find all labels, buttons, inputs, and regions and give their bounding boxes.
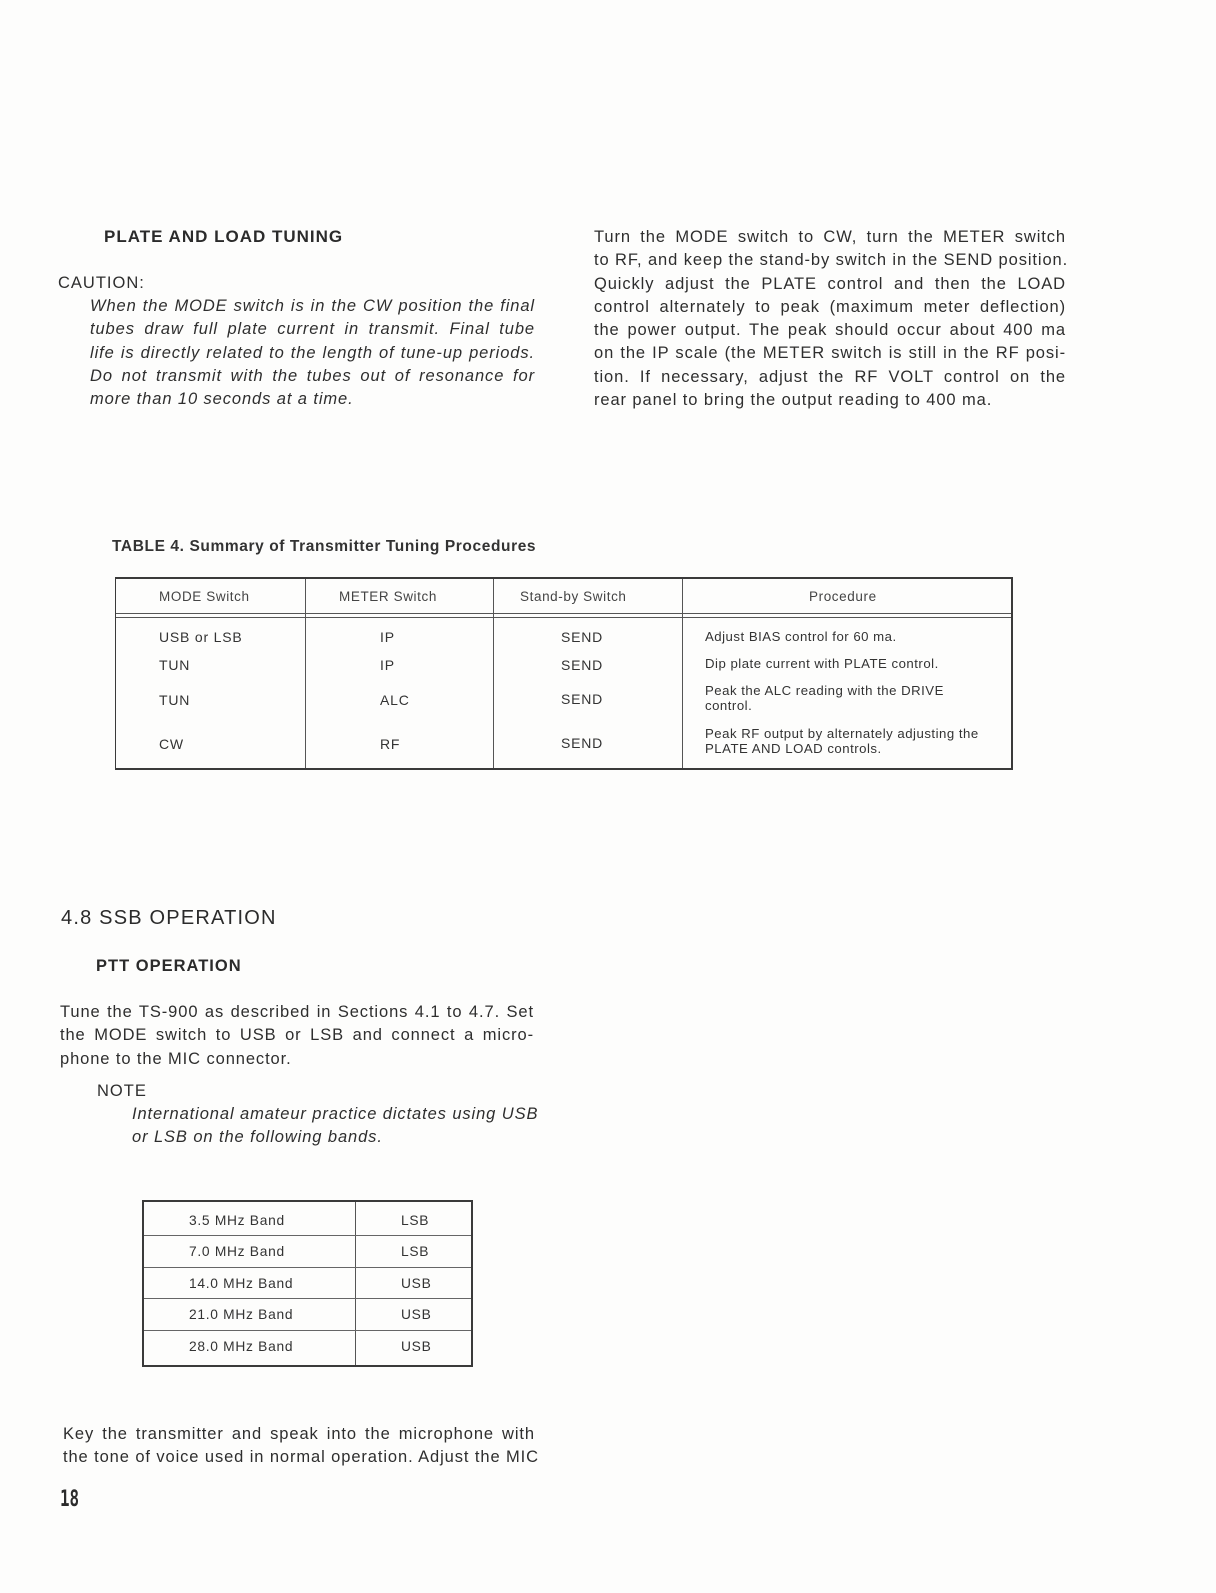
ssb-operation-heading: 4.8 SSB OPERATION <box>61 907 277 929</box>
row4-standby: SEND <box>561 735 604 751</box>
tuning-procedures-table <box>115 577 1013 770</box>
row-divider <box>144 1298 471 1299</box>
instruction-line: Turn the MODE switch to CW, turn the METER switch <box>594 228 1066 246</box>
closing-line: Key the transmitter and speak into the microphone with <box>63 1425 535 1443</box>
caution-line: tubes draw full plate current in transmit. Final tube <box>90 320 535 339</box>
caution-label: CAUTION: <box>58 274 145 292</box>
caution-line: life is directly related to the length of tune-up periods. <box>90 343 535 362</box>
row4-mode: CW <box>159 736 184 752</box>
row2-mode: TUN <box>159 657 191 673</box>
row3-mode: TUN <box>159 692 191 708</box>
plate-load-heading: PLATE AND LOAD TUNING <box>104 227 344 246</box>
table4-caption: TABLE 4. Summary of Transmitter Tuning Procedures <box>112 538 537 555</box>
header-divider <box>116 613 1011 614</box>
ptt-operation-heading: PTT OPERATION <box>96 957 242 975</box>
band-label: 7.0 MHz Band <box>189 1244 285 1259</box>
band-sideband-table <box>142 1200 473 1367</box>
row3-procedure: Peak the ALC reading with the DRIVE control. <box>705 683 944 713</box>
row2-standby: SEND <box>561 657 604 673</box>
page-number: 18 <box>60 1487 80 1512</box>
band-label: 3.5 MHz Band <box>189 1213 285 1228</box>
band-label: 14.0 MHz Band <box>189 1276 294 1291</box>
row1-procedure: Adjust BIAS control for 60 ma. <box>705 629 897 644</box>
sideband-value: USB <box>401 1339 432 1354</box>
row4-procedure: Peak RF output by alternately adjusting the PLATE AND LOAD controls. <box>705 726 979 756</box>
instruction-line: control alternately to peak (maximum meter deflection) <box>594 297 1066 316</box>
instruction-line: to RF, and keep the stand-by switch in the SEND position. <box>594 251 1069 270</box>
band-label: 28.0 MHz Band <box>189 1339 294 1354</box>
sideband-value: LSB <box>401 1244 430 1259</box>
row-divider <box>144 1235 471 1236</box>
intro-line: the MODE switch to USB or LSB and connect a micro- <box>60 1026 534 1045</box>
row4-meter: RF <box>380 736 401 752</box>
note-text <box>132 1103 539 1150</box>
column-divider <box>355 1202 356 1365</box>
row1-meter: IP <box>380 629 395 645</box>
row2-meter: IP <box>380 657 395 673</box>
note-line: International amateur practice dictates using USB <box>132 1105 539 1123</box>
column-divider <box>682 579 683 768</box>
sideband-value: USB <box>401 1276 432 1291</box>
instruction-line: on the IP scale (the METER switch is still in the RF posi- <box>594 344 1066 363</box>
ssb-intro <box>60 1001 534 1071</box>
closing-line: the tone of voice used in normal operation. Adjust the MIC <box>63 1448 539 1467</box>
caution-text <box>90 295 535 411</box>
plate-load-instructions <box>594 226 1069 412</box>
instruction-line: rear panel to bring the output reading to 400 ma. <box>594 391 993 410</box>
row3-meter: ALC <box>380 692 410 708</box>
note-label: NOTE <box>97 1082 147 1100</box>
row2-procedure: Dip plate current with PLATE control. <box>705 656 939 671</box>
instruction-line: the power output. The peak should occur about 400 ma <box>594 321 1066 340</box>
caution-line: Do not transmit with the tubes out of resonance for <box>90 366 535 385</box>
caution-line: When the MODE switch is in the CW position the final <box>90 297 535 315</box>
column-divider <box>493 579 494 768</box>
instruction-line: Quickly adjust the PLATE control and then the LOAD <box>594 274 1066 293</box>
header-mode-switch: MODE Switch <box>159 589 250 604</box>
row3-standby: SEND <box>561 691 604 707</box>
caution-line: more than 10 seconds at a time. <box>90 390 354 409</box>
ssb-closing <box>63 1423 539 1470</box>
header-divider <box>116 617 1011 618</box>
sideband-value: LSB <box>401 1213 430 1228</box>
row1-standby: SEND <box>561 629 604 645</box>
row-divider <box>144 1267 471 1268</box>
intro-line: Tune the TS-900 as described in Sections 4.1 to 4.7. Set <box>60 1003 534 1021</box>
band-label: 21.0 MHz Band <box>189 1307 294 1322</box>
sideband-value: USB <box>401 1307 432 1322</box>
header-standby-switch: Stand-by Switch <box>520 589 627 604</box>
instruction-line: tion. If necessary, adjust the RF VOLT control on the <box>594 367 1066 386</box>
intro-line: phone to the MIC connector. <box>60 1049 292 1068</box>
note-line: or LSB on the following bands. <box>132 1128 383 1147</box>
row1-mode: USB or LSB <box>159 629 243 645</box>
header-procedure: Procedure <box>809 589 877 604</box>
header-meter-switch: METER Switch <box>339 589 437 604</box>
row-divider <box>144 1330 471 1331</box>
column-divider <box>305 579 306 768</box>
